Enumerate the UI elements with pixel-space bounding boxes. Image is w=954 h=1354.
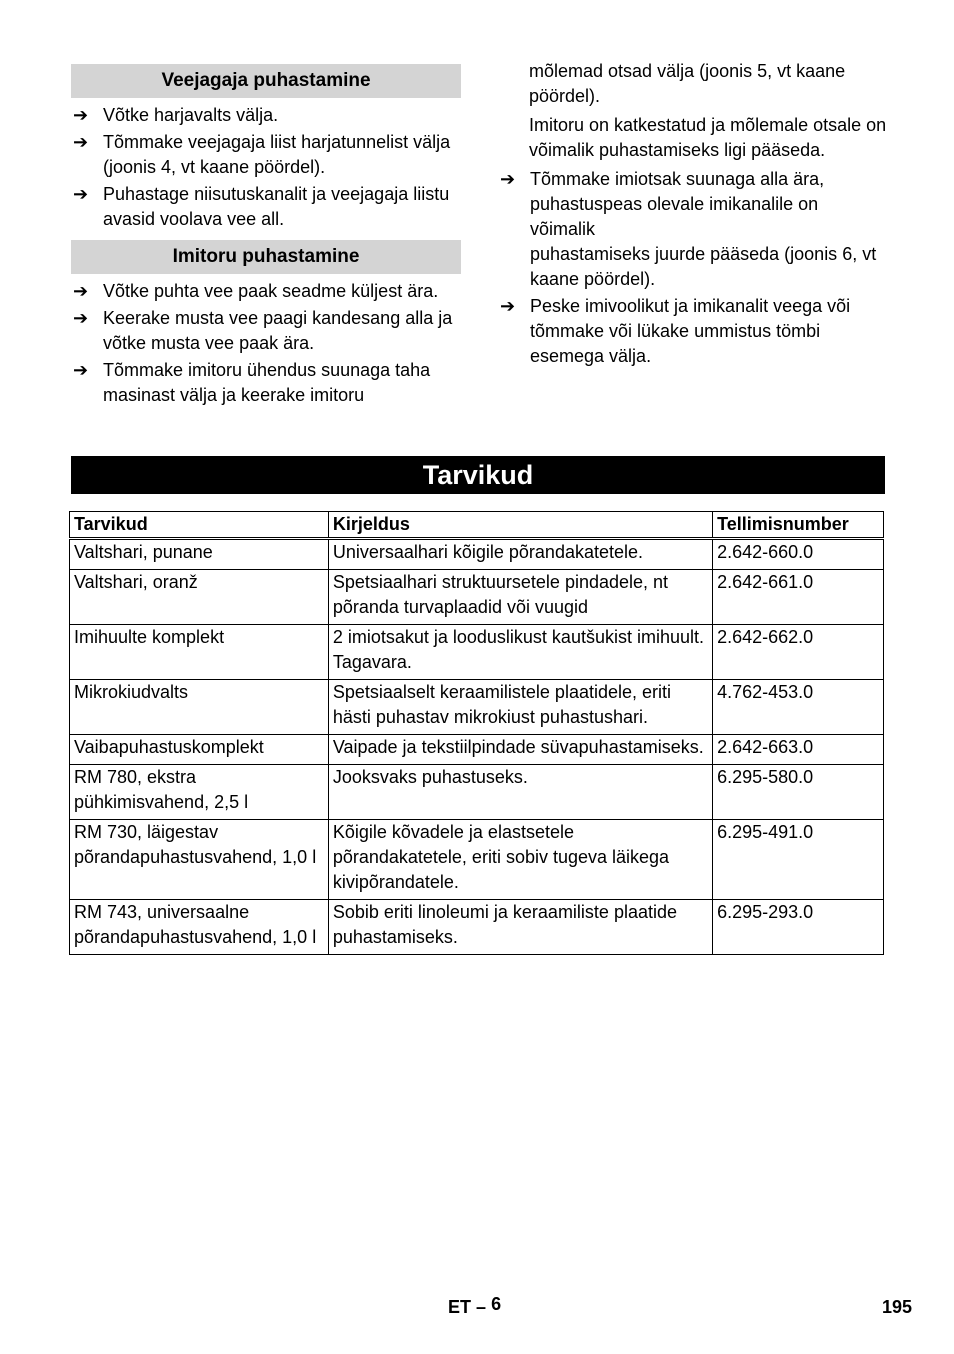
list-item: ➔ Võtke harjavalts välja. xyxy=(71,103,461,128)
list-item: ➔ Keerake musta vee paagi kandesang alla ja võtke musta vee paak ära. xyxy=(73,308,453,353)
section-heading-suction-tube: Imitoru puhastamine xyxy=(71,240,461,274)
table-header-row xyxy=(70,512,884,539)
accessory-name: Valtshari, punane xyxy=(70,539,329,570)
table-row xyxy=(70,680,884,735)
accessory-description: Sobib eriti linoleumi ja keraamiliste plaatide puhastamiseks. xyxy=(328,900,712,955)
accessory-description: Kõigile kõvadele ja elastsetele põrandakatetele, eriti sobiv tugeva läikega kivipõrandatele. xyxy=(328,820,712,900)
accessory-description: Universaalhari kõigile põrandakatetele. xyxy=(328,539,712,570)
suction-tube-steps-continued xyxy=(498,167,888,369)
order-number: 6.295-580.0 xyxy=(713,765,884,820)
column-header-accessory: Tarvikud xyxy=(70,512,329,539)
accessories-heading: Tarvikud xyxy=(71,456,885,494)
continued-text: mõlemad otsad välja (joonis 5, vt kaane pöördel). xyxy=(529,61,846,106)
section-heading-water-distributor: Veejagaja puhastamine xyxy=(71,64,461,98)
arrow-right-icon: ➔ xyxy=(73,132,89,152)
left-column xyxy=(71,58,461,410)
order-number: 2.642-663.0 xyxy=(713,735,884,765)
accessory-name: Valtshari, oranž xyxy=(70,570,329,625)
table-row xyxy=(70,735,884,765)
list-item: ➔ Tõmmake imitoru ühendus suunaga taha masinast välja ja keerake imitoru xyxy=(73,360,431,405)
order-number: 2.642-660.0 xyxy=(713,539,884,570)
note-text: Imitoru on katkestatud ja mõlemale otsale on võimalik puhastamiseks ligi pääseda. xyxy=(529,115,887,160)
accessory-name: Mikrokiudvalts xyxy=(70,680,329,735)
page-number: 195 xyxy=(881,1297,912,1317)
arrow-right-icon: ➔ xyxy=(500,296,516,316)
table-row xyxy=(70,570,884,625)
column-header-order-number: Tellimisnumber xyxy=(713,512,884,539)
arrow-right-icon: ➔ xyxy=(73,281,89,301)
footer-section-label xyxy=(448,1294,502,1318)
list-item: ➔ Tõmmake veejagaja liist harjatunnelist välja (joonis 4, vt kaane pöördel). xyxy=(73,132,451,177)
list-item: ➔ Puhastage niisutuskanalit ja veejagaja liistu avasid voolava vee all. xyxy=(73,184,450,229)
order-number: 4.762-453.0 xyxy=(713,680,884,735)
table-row xyxy=(70,765,884,820)
table-row xyxy=(70,625,884,680)
suction-tube-steps xyxy=(71,279,461,408)
list-item: ➔ Võtke puhta vee paak seadme küljest ära. xyxy=(71,279,461,304)
accessory-description: Spetsiaalhari struktuursetele pindadele, nt põranda turvaplaadid või vuugid xyxy=(328,570,712,625)
footer-separator: – xyxy=(476,1297,487,1317)
arrow-right-icon: ➔ xyxy=(73,308,89,328)
accessory-description: Vaipade ja tekstiilpindade süvapuhastamiseks. xyxy=(328,735,712,765)
accessory-name: RM 780, ekstra pühkimisvahend, 2,5 l xyxy=(70,765,329,820)
accessory-name: Vaibapuhastuskomplekt xyxy=(70,735,329,765)
table-row xyxy=(70,820,884,900)
footer-section-page: 6 xyxy=(491,1294,502,1314)
order-number: 6.295-491.0 xyxy=(713,820,884,900)
arrow-right-icon: ➔ xyxy=(73,184,89,204)
accessories-table xyxy=(69,511,884,955)
water-distributor-steps xyxy=(71,103,461,232)
right-column xyxy=(498,59,888,371)
arrow-right-icon: ➔ xyxy=(73,105,89,125)
table-row xyxy=(70,539,884,570)
list-item: ➔ Tõmmake imiotsak suunaga alla ära, puhastuspeas olevale imikanalile on võimalik puhastamiseks juurde pääseda (joonis 6, vt kaane pöördel). xyxy=(500,169,877,289)
arrow-right-icon: ➔ xyxy=(73,360,89,380)
order-number: 2.642-662.0 xyxy=(713,625,884,680)
list-item: ➔ Peske imivoolikut ja imikanalit veega või tõmmake või lükake ummistus tömbi esemega välja. xyxy=(500,296,851,366)
accessory-name: RM 743, universaalne põrandapuhastusvahend, 1,0 l xyxy=(70,900,329,955)
table-row xyxy=(70,900,884,955)
order-number: 2.642-661.0 xyxy=(713,570,884,625)
arrow-right-icon: ➔ xyxy=(500,169,516,189)
footer-language: ET xyxy=(448,1297,472,1317)
accessory-description: Spetsiaalselt keraamilistele plaatidele, eriti hästi puhastav mikrokiust puhastushari. xyxy=(328,680,712,735)
accessory-name: Imihuulte komplekt xyxy=(70,625,329,680)
accessory-name: RM 730, läigestav põrandapuhastusvahend, 1,0 l xyxy=(70,820,329,900)
accessory-description: Jooksvaks puhastuseks. xyxy=(328,765,712,820)
accessory-description: 2 imiotsakut ja looduslikust kautšukist imihuult. Tagavara. xyxy=(328,625,712,680)
order-number: 6.295-293.0 xyxy=(713,900,884,955)
column-header-description: Kirjeldus xyxy=(328,512,712,539)
